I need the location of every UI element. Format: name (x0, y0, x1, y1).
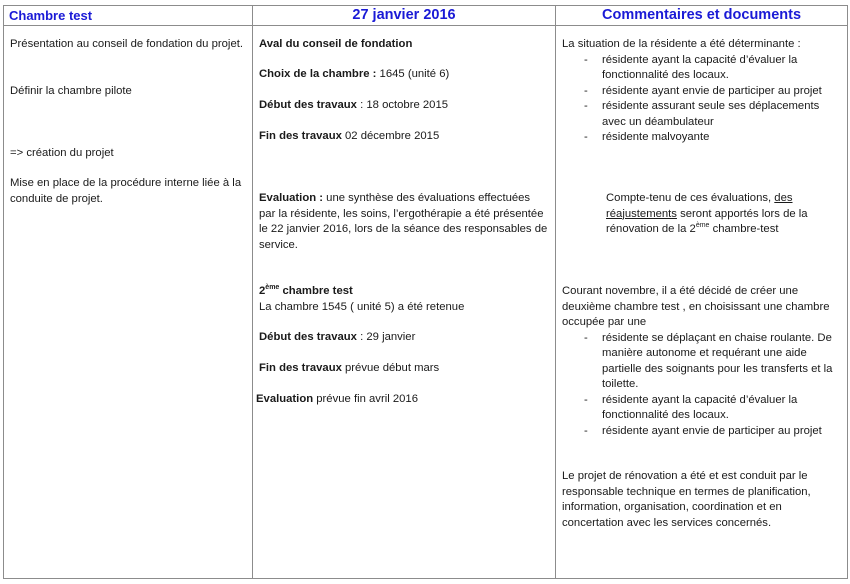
presentation-text: Présentation au conseil de fondation du projet. (10, 38, 244, 50)
projet-renovation-text: Le projet de rénovation a été et est conduit par le responsable technique en termes de planification, information, organisation, coordination et en concertation avec les services concernés. (562, 470, 811, 529)
debut-label: Début des travaux (259, 99, 357, 111)
second-title-text: chambre test (279, 285, 353, 297)
second-sup: ème (265, 284, 280, 292)
evaluation-block (259, 191, 549, 253)
aval-text: Aval du conseil de fondation (259, 38, 413, 50)
courant-intro: Courant novembre, il a été décidé de créer une deuxième chambre test , en choisissant une chambre occupée par une (562, 285, 830, 328)
list-item: - résidente malvoyante (562, 130, 841, 146)
header-chambre-test: Chambre test (4, 6, 253, 26)
debut2-value: : 29 janvier (356, 331, 416, 343)
debut-travaux (259, 98, 549, 114)
compte-post: seront apportés lors de la rénovation de la 2 (606, 207, 808, 235)
column-chambre-test (4, 26, 253, 579)
mise-en-place-text: Mise en place de la procédure interne liée à la conduite de projet. (10, 177, 242, 205)
second-chambre-block (259, 284, 549, 315)
compte-pre: Compte-tenu de ces évaluations, (606, 192, 775, 204)
list-item: - résidente se déplaçant en chaise roulante. De manière autonome et requérant une aide partielle des soignants pour les transferts et la toilette. (562, 331, 841, 393)
second-chambre-title (259, 284, 549, 300)
fin2-value: prévue début mars (341, 362, 440, 374)
content-row (4, 26, 848, 579)
eval-label: Evaluation : (259, 192, 324, 204)
choix-chambre (259, 67, 549, 83)
second-chambre-text: La chambre 1545 ( unité 5) a été retenue (259, 300, 465, 313)
list-item: - résidente ayant la capacité d’évaluer la fonctionnalité des locaux. (562, 393, 841, 424)
header-commentaires: Commentaires et documents (556, 6, 848, 26)
fin-travaux (259, 129, 549, 145)
debut-travaux-2 (259, 330, 549, 346)
choix-value: 1645 (unité 6) (376, 68, 450, 80)
situation-list (562, 53, 841, 146)
header-row (4, 6, 848, 26)
compte-end: chambre-test (709, 223, 779, 235)
fin2-label: Fin des travaux (259, 362, 342, 374)
fin-travaux-2 (259, 361, 549, 377)
compte-tenu-text (606, 191, 841, 238)
debut-value: : 18 octobre 2015 (356, 99, 449, 111)
list-item: - résidente ayant envie de participer au projet (562, 84, 841, 100)
list-item: - résidente ayant la capacité d’évaluer la fonctionnalité des locaux. (562, 53, 841, 84)
situation-block (562, 37, 841, 146)
evaluation-2 (256, 392, 549, 408)
eval2-value: prévue fin avril 2016 (313, 393, 418, 405)
list-item: - résidente assurant seule ses déplacements avec un déambulateur (562, 99, 841, 130)
column-date (253, 26, 556, 579)
fin-value: 02 décembre 2015 (341, 130, 440, 142)
fin-label: Fin des travaux (259, 130, 342, 142)
courant-list (562, 331, 841, 440)
column-commentaires (556, 26, 848, 579)
compte-underline: des réajustements (606, 192, 793, 220)
choix-label: Choix de la chambre : (259, 68, 377, 80)
definir-text: Définir la chambre pilote (10, 85, 132, 97)
document-table (3, 5, 848, 579)
list-item: - résidente ayant envie de participer au projet (562, 424, 841, 440)
creation-text: => création du projet (10, 147, 114, 159)
courant-novembre-block (562, 284, 841, 439)
eval-value: une synthèse des évaluations effectuées par la résidente, les soins, l’ergothérapie a été présentée le 22 janvier 2016, lors de la séance des responsables de service. (259, 192, 548, 251)
compte-sup: ème (695, 222, 710, 230)
header-date: 27 janvier 2016 (253, 6, 556, 26)
situation-intro: La situation de la résidente a été déterminante : (562, 38, 801, 50)
eval2-label: Evaluation (256, 393, 314, 405)
second-num: 2 (259, 285, 266, 297)
debut2-label: Début des travaux (259, 331, 357, 343)
